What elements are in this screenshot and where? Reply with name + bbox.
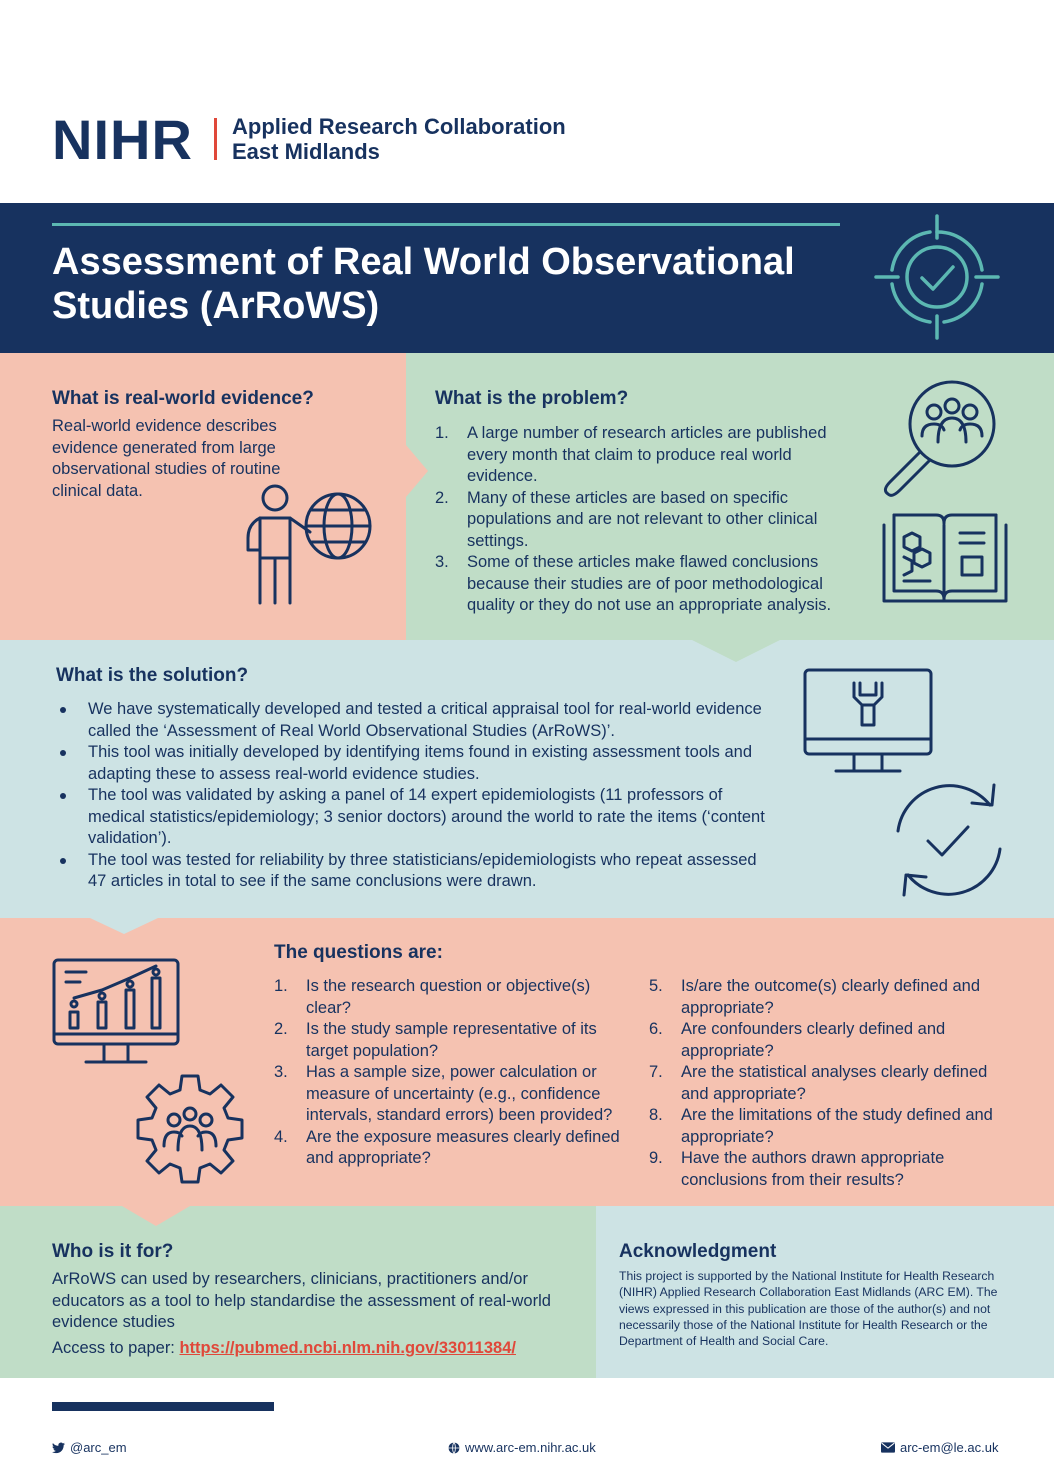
twitter-handle: @arc_em: [70, 1440, 127, 1455]
questions-list-right: [649, 976, 994, 1191]
acknowledgment-body: This project is supported by the National Institute for Health Research (NIHR) Applied Research Collaboration East Midlands (ARC EM). The views expressed in this publication are those of the author(s) and not necessarily those of the National Institute for Health Research or the Department of Health and Social Care.: [619, 1269, 998, 1349]
section-arrow: [122, 1206, 190, 1226]
access-label: Access to paper:: [52, 1339, 180, 1357]
logo-subtitle-line2: East Midlands: [232, 139, 380, 164]
target-check-icon: [872, 212, 1002, 342]
page-title-line2: Studies (ArRoWS): [52, 285, 380, 327]
gear-people-icon: [130, 1070, 250, 1190]
page-title-line1: Assessment of Real World Observational: [52, 241, 795, 283]
who-heading: Who is it for?: [52, 1241, 174, 1262]
list-item: 7. Are the statistical analyses clearly defined and appropriate?: [649, 1063, 988, 1103]
list-item: 1. A large number of research articles are published every month that claim to produce real world evidence.: [435, 424, 827, 485]
rwe-heading: What is real-world evidence?: [52, 388, 314, 409]
list-item: 2. Many of these articles are based on specific populations and are not relevant to other clinical settings.: [435, 488, 818, 550]
list-item: 6. Are confounders clearly defined and appropriate?: [649, 1020, 946, 1060]
list-item: 2. Is the study sample representative of its target population?: [274, 1020, 597, 1060]
list-item: 8. Are the limitations of the study defined and appropriate?: [649, 1106, 993, 1146]
list-item: The tool was validated by asking a panel of 14 expert epidemiologists (11 professors of medical statistics/epidemiology; 3 senior doctors) around the world to rate the items (‘content validation’).: [56, 785, 776, 850]
refresh-check-icon: [884, 775, 1012, 905]
paper-link[interactable]: https://pubmed.ncbi.nlm.nih.gov/33011384/: [179, 1339, 516, 1357]
section-arrow: [406, 445, 428, 497]
nihr-logo: NIHR: [52, 108, 193, 171]
questions-heading: The questions are:: [274, 942, 443, 963]
title-accent-line: [52, 223, 840, 226]
list-item: The tool was tested for reliability by three statisticians/epidemiologists who repeat assessed 47 articles in total to see if the same conclusions were drawn.: [56, 850, 776, 893]
page-title: [52, 240, 852, 328]
rwe-body: Real-world evidence describes evidence generated from large observational studies of routine clinical data.: [52, 417, 281, 500]
monitor-chart-icon: [52, 958, 180, 1070]
access-paper: [52, 1338, 516, 1360]
open-book-icon: [880, 505, 1010, 605]
list-item: We have systematically developed and tested a critical appraisal tool for real-world evidence called the ‘Assessment of Real World Observational Studies (ArRoWS)’.: [56, 699, 776, 742]
problem-list: [435, 423, 865, 617]
email-address: arc-em@le.ac.uk: [900, 1440, 999, 1455]
logo-subtitle: [232, 114, 566, 164]
logo-divider: [214, 118, 217, 160]
list-item: 1. Is the research question or objective(s) clear?: [274, 977, 591, 1017]
list-item: 9. Have the authors drawn appropriate conclusions from their results?: [649, 1149, 945, 1189]
solution-list: [56, 699, 776, 893]
questions-list-left: [274, 976, 634, 1170]
solution-heading: What is the solution?: [56, 665, 249, 686]
footer-accent-bar: [52, 1402, 274, 1411]
globe-icon: [448, 1442, 460, 1454]
presenter-globe-icon: [238, 478, 378, 613]
footer-twitter[interactable]: [52, 1440, 127, 1455]
section-arrow: [692, 640, 780, 662]
mail-icon: [881, 1442, 895, 1453]
list-item: 5. Is/are the outcome(s) clearly defined and appropriate?: [649, 977, 980, 1017]
magnifier-people-icon: [872, 378, 1007, 498]
list-item: 3. Some of these articles make flawed conclusions because their studies are of poor methodological quality or they do not use an appropriate analysis.: [435, 553, 832, 614]
list-item: 3. Has a sample size, power calculation or measure of uncertainty (e.g., confidence intervals, standard errors) been provided?: [274, 1063, 613, 1124]
who-body: ArRoWS can used by researchers, clinicians, practitioners and/or educators as a tool to help standardise the assessment of real-world evidence studies: [52, 1270, 551, 1331]
list-item: 4. Are the exposure measures clearly defined and appropriate?: [274, 1127, 620, 1167]
twitter-icon: [52, 1442, 65, 1454]
problem-heading: What is the problem?: [435, 388, 629, 409]
footer-email[interactable]: [881, 1440, 998, 1455]
logo-subtitle-line1: Applied Research Collaboration: [232, 114, 566, 139]
list-item: This tool was initially developed by identifying items found in existing assessment tools and adapting these to assess real-world evidence studies.: [56, 742, 776, 785]
monitor-wrench-icon: [802, 667, 934, 777]
section-arrow: [90, 918, 158, 934]
website-url: www.arc-em.nihr.ac.uk: [465, 1440, 596, 1455]
footer-website[interactable]: [448, 1440, 596, 1455]
acknowledgment-heading: Acknowledgment: [619, 1241, 777, 1262]
